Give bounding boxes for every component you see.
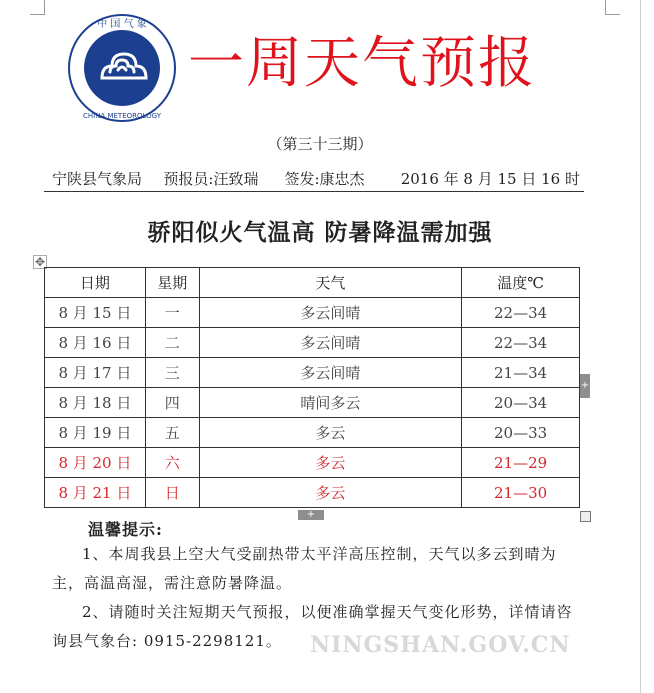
tip-item: 2、请随时关注短期天气预报，以便准确掌握天气变化形势，详情请咨询县气象台: 0915-2298121。 [52,603,573,650]
weekday-cell: 三 [145,358,199,388]
weather-cell: 多云间晴 [199,298,461,328]
signed-by: 签发:康忠杰 [284,170,365,188]
temperature-cell: 21—30 [462,478,580,508]
issue-datetime: 2016 年 8 月 15 日 16 时 [400,170,580,188]
table-move-icon[interactable]: ✥ [34,255,46,269]
table-row [45,298,580,328]
tips-title: 温馨提示: [88,520,163,539]
svg-text:中 国 气 象: 中 国 气 象 [97,19,147,30]
table-row [45,358,580,388]
weekday-cell: 一 [145,298,199,328]
table-row-weekend [45,478,580,508]
page-corner-mark-right [605,0,620,15]
headline: 骄阳似火气温高 防暑降温需加强 [147,219,493,246]
table-row [45,328,580,358]
temperature-cell: 21—34 [462,358,580,388]
weather-cell: 多云间晴 [199,358,461,388]
temperature-cell: 22—34 [462,298,580,328]
bureau-name: 宁陕县气象局 [52,170,143,188]
date-cell: 8 月 17 日 [45,358,146,388]
date-cell: 8 月 20 日 [45,448,146,478]
date-cell: 8 月 18 日 [45,388,146,418]
weekday-cell: 日 [145,478,199,508]
weather-cell: 多云 [199,418,461,448]
forecast-table [44,267,580,508]
weather-cell: 多云间晴 [199,328,461,358]
weekday-cell: 六 [145,448,199,478]
temperature-cell: 20—33 [462,418,580,448]
page-corner-mark-left [30,0,45,15]
temperature-cell: 21—29 [462,448,580,478]
date-cell: 8 月 16 日 [45,328,146,358]
col-header-temperature: 温度℃ [462,268,580,298]
date-cell: 8 月 19 日 [45,418,146,448]
site-watermark: NINGSHAN.GOV.CN [310,632,571,658]
temperature-cell: 20—34 [462,388,580,418]
weather-cell: 多云 [199,478,461,508]
forecaster: 预报员:汪致瑞 [163,170,259,188]
svg-text:CHINA METEOROLOGY: CHINA METEOROLOGY [82,112,162,120]
col-header-date: 日期 [45,268,146,298]
weather-cell: 多云 [199,448,461,478]
header-divider [44,191,584,192]
table-row [45,388,580,418]
temperature-cell: 22—34 [462,328,580,358]
issue-number: （第三十三期） [267,135,373,153]
table-row-weekend [45,448,580,478]
table-header-row [45,268,580,298]
table-add-row-icon[interactable]: + [298,510,324,520]
table-add-column-icon[interactable]: + [580,374,590,398]
col-header-weather: 天气 [199,268,461,298]
weekday-cell: 二 [145,328,199,358]
cma-logo-icon [62,12,182,124]
report-title: 一周天气预报 [188,31,536,96]
date-cell: 8 月 21 日 [45,478,146,508]
col-header-weekday: 星期 [145,268,199,298]
tip-item: 1、本周我县上空大气受副热带太平洋高压控制，天气以多云到晴为主，高温高湿，需注意防暑降温。 [52,545,557,592]
weekday-cell: 四 [145,388,199,418]
page-edge [640,0,641,693]
date-cell: 8 月 15 日 [45,298,146,328]
table-resize-icon[interactable] [580,511,591,522]
report-meta [52,168,580,189]
weather-cell: 晴间多云 [199,388,461,418]
table-row [45,418,580,448]
weekday-cell: 五 [145,418,199,448]
